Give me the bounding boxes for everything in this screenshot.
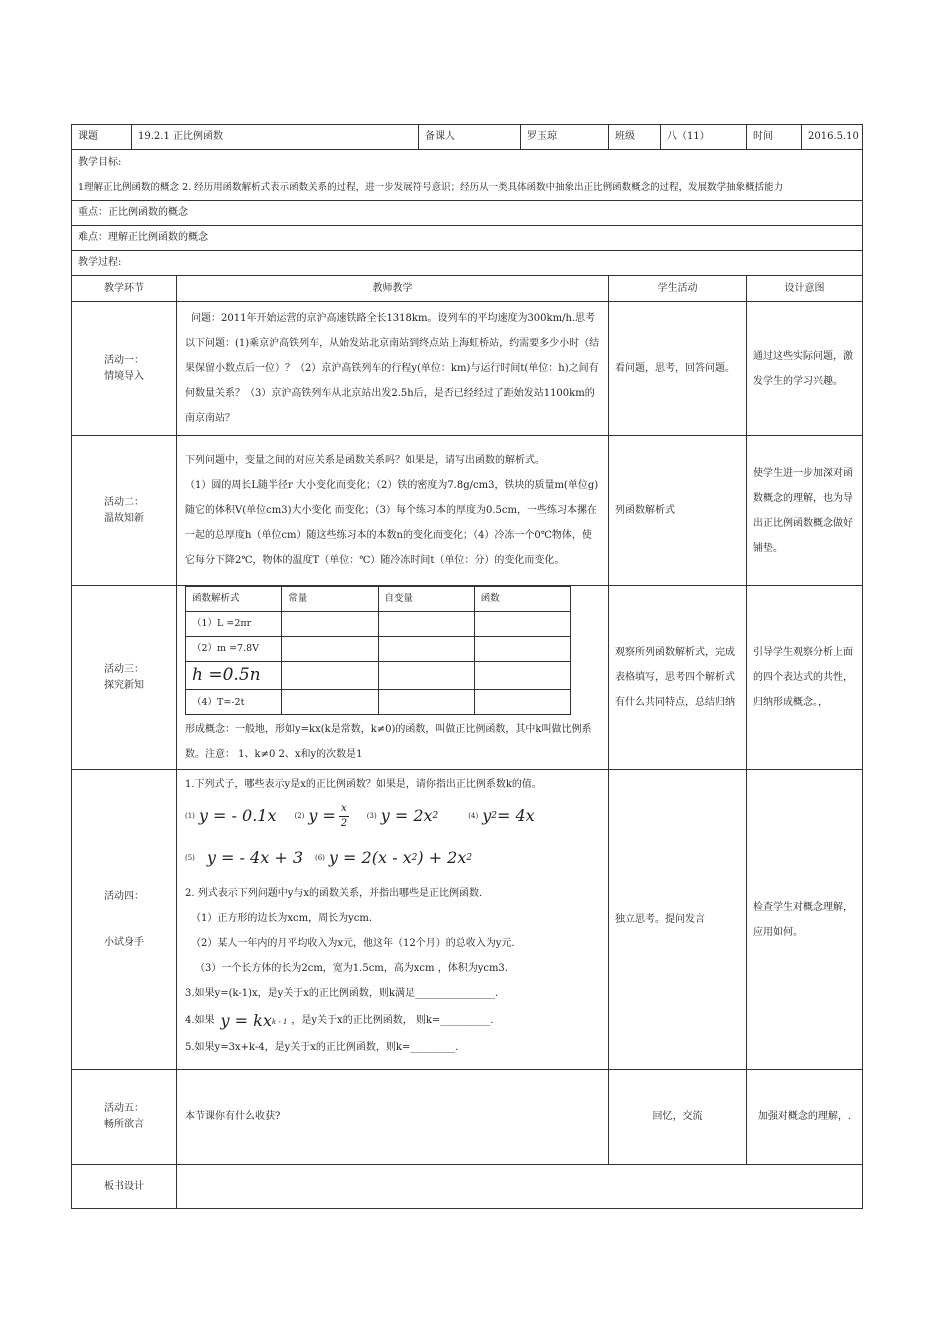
activity4-stage-b: 小试身手 <box>104 936 144 948</box>
goals-label: 教学目标: <box>78 157 122 168</box>
function-table-cell[interactable] <box>474 612 570 637</box>
activity4-q1: 1.下列式子，哪些表示y是x的正比例函数？如果是，请你指出正比例系数k的值。 <box>185 779 542 791</box>
function-table-cell[interactable] <box>378 662 474 690</box>
activity1-student: 看问题，思考，回答问题。 <box>609 302 747 436</box>
activity4-q4-a: 4.如果 <box>185 1015 215 1027</box>
lesson-plan-sheet <box>71 124 862 1209</box>
activity4-row <box>72 770 863 1070</box>
difficulty: 难点：理解正比例函数的概念 <box>72 226 863 251</box>
function-table-header: 常量 <box>282 587 378 612</box>
function-table-cell[interactable] <box>282 690 378 715</box>
activity4-q2: 2. 列式表示下列问题中y与x的函数关系，并指出哪些是正比例函数. <box>185 888 483 900</box>
activity5-intent: 加强对概念的理解，. <box>747 1070 863 1165</box>
activity3-student: 观察所列函数解析式，完成表格填写，思考四个解析式有什么共同特点，总结归纳 <box>609 586 747 770</box>
key-point: 重点：正比例函数的概念 <box>72 201 863 226</box>
function-row-label: （1）L =2πr <box>186 612 282 637</box>
activity2-teacher: （1）圆的周长L随半径r 大小变化而变化；（2）铁的密度为7.8g/cm3，铁块的质量m(单位g)随它的体积V(单位cm3)大小变化 而变化；（3）每个练习本的厚度为0.5cm，一些练习本摞在一起的总厚度h（单位cm）随这些练习本的本数n的变化而变化；（4）冷冻一个0℃物体，使它每分下降2℃，物体的温度T（单位：℃）随冷冻时间t（单位：分）的变化而变化。 <box>185 480 599 566</box>
function-table-cell[interactable] <box>378 690 474 715</box>
activity5-student: 回忆，交流 <box>609 1070 747 1165</box>
function-table-header: 函数解析式 <box>186 587 282 612</box>
activity3-row <box>72 586 863 770</box>
activity4-q4-sup: k - 1 <box>271 1018 288 1027</box>
topic-value: 19.2.1 正比例函数 <box>132 125 419 150</box>
time-value: 2016.5.10 <box>802 125 863 150</box>
activity4-q4-formula: y = kx <box>220 1011 272 1031</box>
activity5-row <box>72 1070 863 1165</box>
function-table-cell[interactable] <box>282 637 378 662</box>
class-label: 班级 <box>609 125 661 150</box>
activity4-stage-a: 活动四： <box>104 890 144 902</box>
formula-label: (4) <box>468 811 479 820</box>
function-table-header: 函数 <box>474 587 570 612</box>
difficulty-row <box>72 226 863 251</box>
key-point-row <box>72 201 863 226</box>
formula-2-den: 2 <box>340 817 348 829</box>
activity3-stage-b: 探究新知 <box>104 679 144 691</box>
function-table-cell[interactable] <box>474 690 570 715</box>
function-row-label: h =0.5n <box>186 662 282 690</box>
function-table <box>185 586 571 715</box>
col-student: 学生活动 <box>609 276 747 302</box>
lesson-plan-table <box>71 124 863 1209</box>
activity2-row <box>72 436 863 586</box>
activity4-q4 <box>185 1006 600 1035</box>
board-content[interactable] <box>177 1165 863 1209</box>
activity5-stage-a: 活动五： <box>104 1103 144 1115</box>
col-intent: 设计意图 <box>747 276 863 302</box>
activity4-q3: 3.如果y=(k-1)x，是y关于x的正比例函数，则k满足________________. <box>185 988 499 1000</box>
process-label: 教学过程: <box>72 251 863 276</box>
activity4-q2-1: （1）正方形的边长为xcm，周长为ycm. <box>191 913 372 925</box>
process-row <box>72 251 863 276</box>
function-table-cell[interactable] <box>378 612 474 637</box>
activity5-teacher: 本节课你有什么收获? <box>177 1070 609 1165</box>
teacher-label: 备课人 <box>419 125 521 150</box>
time-label: 时间 <box>747 125 802 150</box>
formula-6-sup1: 2 <box>411 852 418 863</box>
activity2-student: 列函数解析式 <box>609 436 747 586</box>
function-table-cell[interactable] <box>378 637 474 662</box>
function-table-cell[interactable] <box>474 637 570 662</box>
activity1-intent: 通过这些实际问题，激发学生的学习兴趣。 <box>747 302 863 436</box>
teacher-value: 罗玉琼 <box>521 125 609 150</box>
activity4-q2-2: （2）某人一年内的月平均收入为x元，他这年（12个月）的总收入为y元. <box>191 938 515 950</box>
activity4-q5: 5.如果y=3x+k-4，是y关于x的正比例函数，则k=_________. <box>185 1042 459 1054</box>
formula-label: (3) <box>366 811 377 820</box>
activity4-student: 独立思考。提问发言 <box>609 770 747 1070</box>
activity1-stage-b: 情境导入 <box>104 370 144 382</box>
function-table-cell[interactable] <box>474 662 570 690</box>
formula-label: (2) <box>294 811 305 820</box>
formula-5: y = - 4x + 3 <box>206 848 303 868</box>
function-row-label: （2）m =7.8V <box>186 637 282 662</box>
col-stage: 教学环节 <box>72 276 177 302</box>
formula-2-left: y = <box>308 806 336 826</box>
header-row <box>72 125 863 150</box>
board-row <box>72 1165 863 1209</box>
formula-6-a: y = 2(x - x <box>328 848 412 868</box>
formula-row-2 <box>185 835 600 881</box>
formula-label: (1) <box>185 811 195 820</box>
activity1-row <box>72 302 863 436</box>
function-table-header: 自变量 <box>378 587 474 612</box>
formula-1: y = - 0.1x <box>198 806 277 826</box>
formula-3: y = 2x <box>380 806 433 826</box>
activity2-intro: 下列问题中，变量之间的对应关系是函数关系吗？如果是，请写出函数的解析式。 <box>185 455 545 466</box>
formula-row-1 <box>185 797 600 835</box>
function-table-cell[interactable] <box>282 662 378 690</box>
goals-text: 1理解正比例函数的概念 2. 经历用函数解析式表示函数关系的过程，进一步发展符号意识；经历从一类具体函数中抽象出正比例函数概念的过程，发展数学抽象概括能力 <box>78 182 784 193</box>
activity2-stage-b: 温故知新 <box>104 512 144 524</box>
activity1-stage-a: 活动一： <box>104 354 144 366</box>
formula-3-sup: 2 <box>432 810 439 821</box>
activity1-teacher: 问题：2011年开始运营的京沪高速铁路全长1318km。设列车的平均速度为300km/h.思考以下问题：(1)乘京沪高铁列车，从始发站北京南站到终点站上海虹桥站，约需要多少小时（结果保留小数点后一位）？（2）京沪高铁列车的行程y(单位：km)与运行时间t(单位：h)之间有何数量关系？（3）京沪高铁列车从北京站出发2.5h后，是否已经经过了距始发站1100km的南京南站？ <box>185 313 600 424</box>
activity5-stage-b: 畅所欲言 <box>104 1119 144 1131</box>
formula-2-num: x <box>339 802 349 817</box>
formula-4-sup: 2 <box>491 810 497 821</box>
column-header-row <box>72 276 863 302</box>
formula-label: (5) <box>185 853 195 862</box>
function-table-cell[interactable] <box>282 612 378 637</box>
activity4-intent: 检查学生对概念理解，应用如何。 <box>747 770 863 1070</box>
formula-6-sup2: 2 <box>466 852 473 863</box>
class-value: 八（11） <box>661 125 747 150</box>
formula-label: (6) <box>315 853 325 862</box>
activity4-q4-b: ，是y关于x的正比例函数， 则k=__________. <box>291 1015 494 1027</box>
activity3-stage-a: 活动三： <box>104 663 144 675</box>
formula-4-left: y <box>482 806 492 826</box>
topic-label: 课题 <box>72 125 132 150</box>
board-label: 板书设计 <box>72 1165 177 1209</box>
activity2-intent: 使学生进一步加深对函数概念的理解，也为导出正比例函数概念做好铺垫。 <box>747 436 863 586</box>
function-row-label: （4）T=-2t <box>186 690 282 715</box>
activity4-q2-3: （3）一个长方体的长为2cm，宽为1.5cm，高为xcm ，体积为ycm3. <box>195 963 508 975</box>
formula-6-b: ) + 2x <box>417 848 467 868</box>
goals-row <box>72 150 863 201</box>
formula-4-right: = 4x <box>496 806 535 826</box>
col-teacher: 教师教学 <box>177 276 609 302</box>
activity3-concept: 形成概念：一般地，形如y=kx(k是常数，k≠0)的函数，叫做正比例函数，其中k叫做比例系数。注意： 1、k≠0 2、x和y的次数是1 <box>185 724 592 761</box>
activity2-stage-a: 活动二： <box>104 496 144 508</box>
activity3-intent: 引导学生观察分析上面的四个表达式的共性，归纳形成概念。， <box>747 586 863 770</box>
